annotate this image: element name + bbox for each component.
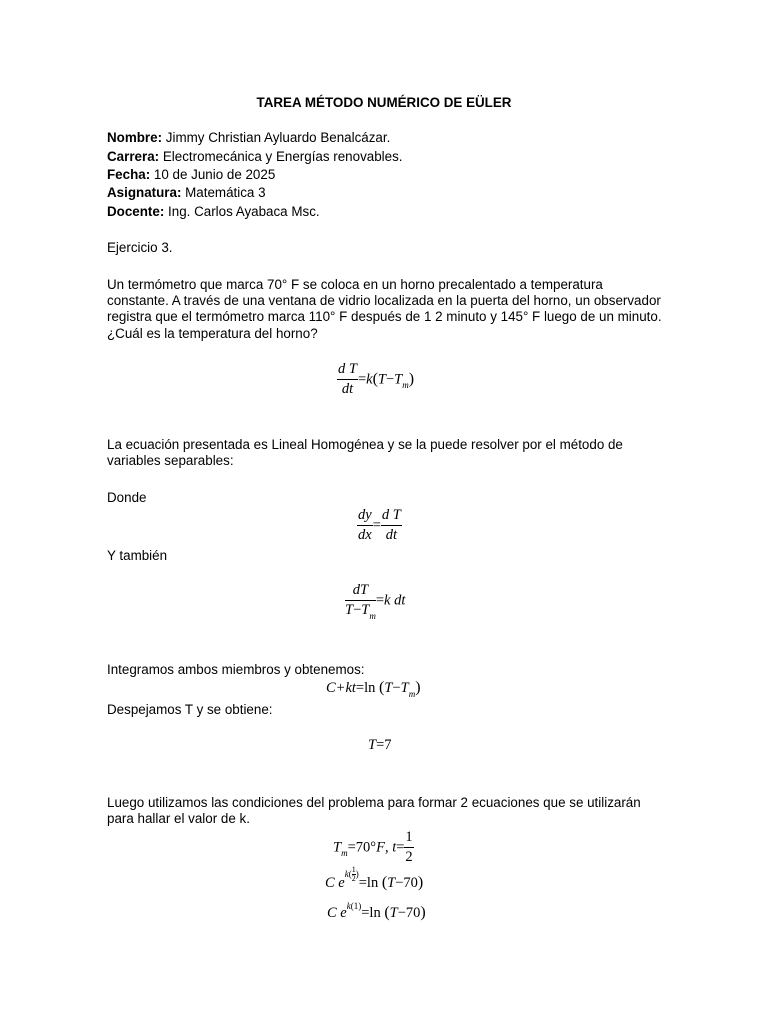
tambien-label: Y también	[107, 548, 168, 563]
fecha-value: 10 de Junio de 2025	[153, 167, 276, 182]
equation-variable-substitution: $\frac{dy}{dx}$ = $\frac{\text{d T}}{dt}$	[358, 507, 401, 543]
fecha-label: Fecha:	[107, 167, 151, 182]
explanation-paragraph: La ecuación presentada es Lineal Homogénea y se la puede resolver por el método de variables separables:	[107, 437, 623, 469]
document-title: TAREA MÉTODO NUMÉRICO DE EÜLER	[256, 95, 512, 110]
docente-line	[107, 204, 320, 219]
integramos-text: Integramos ambos miembros y obtenemos:	[107, 662, 365, 677]
luego-paragraph: Luego utilizamos las condiciones del problema para formar 2 ecuaciones que se utilizarán para hallar el valor de k.	[107, 795, 641, 827]
carrera-label: Carrera:	[107, 149, 160, 164]
nombre-line	[107, 130, 390, 145]
equation-condition-one-minute: C $e^{k(1)}=\ln$ (T−70)	[327, 901, 426, 921]
asignatura-line	[107, 185, 266, 200]
problem-paragraph: Un termómetro que marca 70° F se coloca en un horno precalentado a temperatura constante. A través de una ventana de vidrio localizada en la puerta del horno, un observador registra que el termómetro marca 110° F después de 1 2 minuto y 145° F luego de un minuto. ¿Cuál es la temperatura del horno?	[107, 277, 662, 341]
nombre-value: Jimmy Christian Ayluardo Benalcázar.	[165, 130, 391, 145]
despejamos-text: Despejamos T y se obtiene:	[107, 702, 273, 717]
asignatura-label: Asignatura:	[107, 185, 182, 200]
exercise-label: Ejercicio 3.	[107, 240, 173, 255]
equation-newton-cooling: $\frac{\text{d T}}{dt}$ $=k(T-T_m)$	[338, 361, 415, 397]
nombre-label: Nombre:	[107, 130, 163, 145]
equation-integrated: C+kt=ln $(T-T_m)$	[326, 679, 421, 699]
donde-label: Donde	[107, 490, 147, 505]
fecha-line	[107, 167, 275, 182]
docente-label: Docente:	[107, 204, 165, 219]
carrera-value: Electromecánica y Energías renovables.	[162, 149, 403, 164]
equation-conditions: $T_m=70^\circ F$, t= $\frac{1}{2}$	[333, 829, 413, 865]
equation-separated: $\frac{dT}{T-T_m}$ =k dt	[345, 582, 406, 621]
docente-value: Ing. Carlos Ayabaca Msc.	[168, 204, 320, 219]
equation-solved-t: T=7	[368, 737, 392, 753]
eq1-fraction: $\frac{\text{d T}}{dt}$	[338, 361, 357, 397]
carrera-line	[107, 149, 403, 164]
asignatura-value: Matemática 3	[185, 185, 266, 200]
equation-condition-half-minute: C $e^{k( \frac{1}{2})}=\ln$ (T−70)	[325, 865, 424, 891]
